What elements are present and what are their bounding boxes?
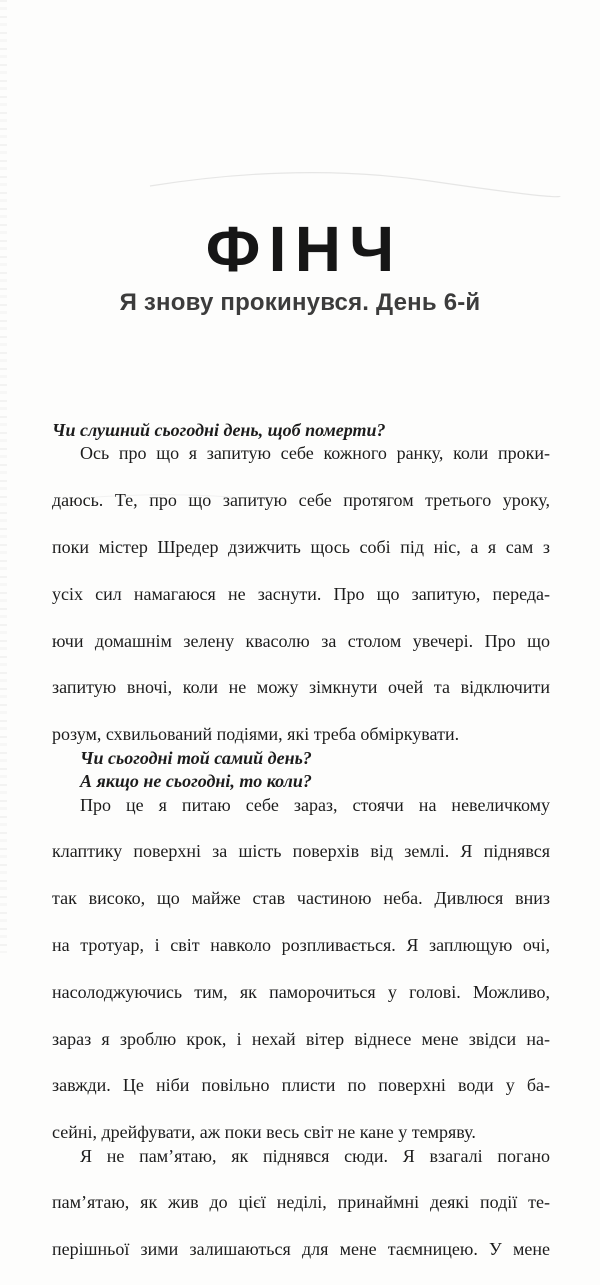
- body-line: ючи домашнім зелену квасолю за столом увечері. Про що: [52, 630, 550, 651]
- body-line: запитую вночі, коли не можу зімкнути очей та відключити: [52, 677, 550, 698]
- body-line: зараз я зроблю крок, і нехай вітер віднесе мене звідси на-: [52, 1028, 550, 1049]
- body-line: розум, схвильований подіями, які треба обміркувати.: [52, 724, 460, 745]
- body-line: Ось про що я запитую себе кожного ранку, коли проки-: [80, 443, 550, 464]
- body-line: сейні, дрейфувати, аж поки весь світ не кане у темряву.: [52, 1122, 476, 1143]
- chapter-heading: [0, 213, 600, 317]
- page-text: [52, 419, 550, 1285]
- body-line: так високо, що майже став частиною неба. Дивлюся вниз: [52, 888, 550, 909]
- body-line: Чи слушний сьогодні день, щоб померти?: [52, 420, 386, 440]
- body-line: клаптику поверхні за шість поверхів від землі. Я піднявся: [52, 841, 550, 862]
- body-line: усіх сил намагаюся не заснути. Про що запитую, переда-: [52, 583, 550, 604]
- body-line: насолоджуючись тим, як паморочиться у голові. Можливо,: [52, 981, 550, 1002]
- scan-edge-noise: [0, 0, 7, 953]
- body-line: на тротуар, і світ навколо розпливається. Я заплющую очі,: [52, 934, 550, 955]
- body-line: пам’ятаю, як жив до цієї неділі, принаймні деякі події те-: [52, 1192, 550, 1213]
- body-line: даюсь. Те, про що запитую себе протягом третього уроку,: [52, 490, 550, 511]
- body-line: Я не пам’ятаю, як піднявся сюди. Я взагалі погано: [80, 1145, 550, 1166]
- chapter-title: ФІНЧ: [205, 213, 403, 285]
- body-line: Про це я питаю себе зараз, стоячи на невеличкому: [80, 794, 550, 815]
- body-line: поки містер Шредер дзижчить щось собі під ніс, а я сам з: [52, 537, 550, 558]
- chapter-subtitle: Я знову прокинувся. День 6-й: [119, 289, 481, 316]
- body-line: Чи сьогодні той самий день?: [80, 747, 312, 768]
- body-line: А якщо не сьогодні, то коли?: [80, 771, 312, 792]
- body-line: перішньої зими залишаються для мене таємницею. У мене: [52, 1239, 550, 1260]
- body-line: завжди. Це ніби повільно плисти по поверхні води у ба-: [52, 1075, 550, 1096]
